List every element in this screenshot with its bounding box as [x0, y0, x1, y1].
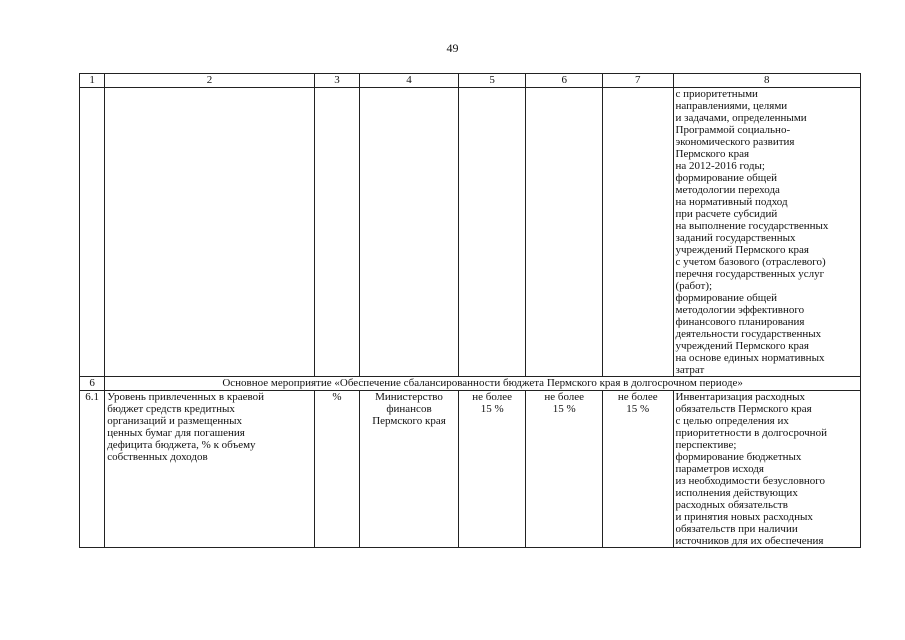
indicator-name: Уровень привлеченных в краевой бюджет средств кредитных организаций и размещенных ценных бумаг для погашения дефицита бюджета, % к объему собственных доходов — [105, 391, 315, 548]
executor-cell: Министерство финансов Пермского края — [360, 391, 459, 548]
section-number: 6 — [80, 377, 105, 391]
empty-cell — [105, 88, 315, 377]
empty-cell — [80, 88, 105, 377]
col-header: 4 — [360, 74, 459, 88]
continuation-row — [80, 88, 861, 377]
value-col5: не более 15 % — [458, 391, 526, 548]
row-number: 6.1 — [80, 391, 105, 548]
col-header: 5 — [458, 74, 526, 88]
value-col7: не более 15 % — [602, 391, 673, 548]
measures-text: с приоритетными направлениями, целями и задачами, определенными Программой социально- экономического развития Пермского края на 2012-2016 годы; формирование общей методологии перехода на нормативный подход при расчете субсидий на выполнение государственных заданий государственных учреждений Пермского края с учетом базового (отраслевого) перечня государственных услуг (работ); формирование общей методологии эффективного финансового планирования деятельности государственных учреждений Пермского края на основе единых нормативных затрат — [673, 88, 860, 377]
program-table — [79, 73, 861, 548]
unit-cell: % — [314, 391, 359, 548]
col-header: 3 — [314, 74, 359, 88]
section-row — [80, 377, 861, 391]
empty-cell — [602, 88, 673, 377]
empty-cell — [360, 88, 459, 377]
table-row — [80, 391, 861, 548]
page-number: 49 — [446, 41, 459, 55]
col-header: 7 — [602, 74, 673, 88]
col-header: 2 — [105, 74, 315, 88]
empty-cell — [526, 88, 603, 377]
col-header: 6 — [526, 74, 603, 88]
empty-cell — [458, 88, 526, 377]
empty-cell — [314, 88, 359, 377]
value-col6: не более 15 % — [526, 391, 603, 548]
column-number-row — [80, 74, 861, 88]
col-header: 1 — [80, 74, 105, 88]
col-header: 8 — [673, 74, 860, 88]
section-title: Основное мероприятие «Обеспечение сбалансированности бюджета Пермского края в долгосрочном периоде» — [105, 377, 861, 391]
measures-text: Инвентаризация расходных обязательств Пермского края с целью определения их приоритетности в долгосрочной перспективе; формирование бюджетных параметров исходя из необходимости безусловного исполнения действующих расходных обязательств и принятия новых расходных обязательств при наличии источников для их обеспечения — [673, 391, 860, 548]
